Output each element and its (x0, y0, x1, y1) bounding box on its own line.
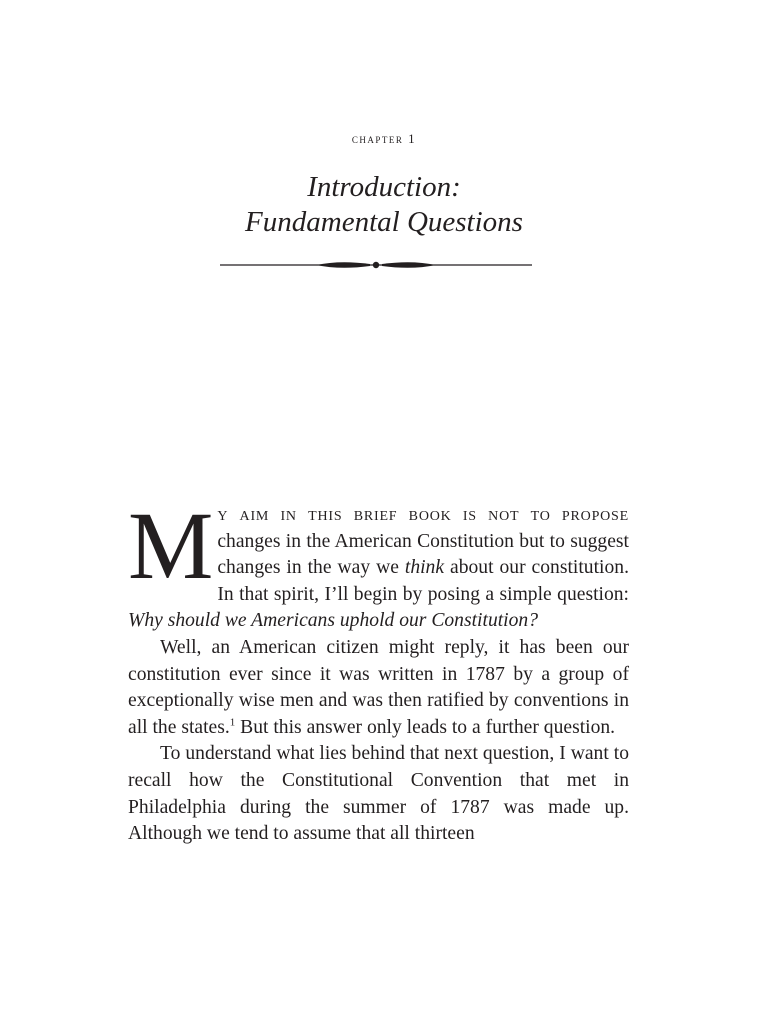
paragraph-2-text-b: But this answer only leads to a further question. (235, 716, 616, 738)
opening-small-caps: y aim in this brief book is not to propose (217, 504, 629, 525)
paragraph-2 (128, 635, 629, 741)
paragraph-3 (128, 741, 629, 847)
paragraph-2-text-a: Well, an American citizen might reply, it has been our constitution ever since it was written in 1787 by a group of exceptionally wise men and was then ratified by conventions in all the states. (128, 636, 629, 738)
emphasis-question: Why should we Americans uphold our Constitution? (128, 610, 539, 632)
paragraph-1-text-a: changes in the American Constitution but to suggest changes in the way we (217, 530, 629, 579)
body-text (128, 492, 629, 848)
drop-cap: M (128, 492, 214, 599)
paragraph-1 (128, 492, 629, 635)
chapter-label: chapter 1 (351, 131, 417, 146)
emphasis-think: think (404, 557, 445, 579)
chapter-title-line-1: Introduction: (307, 171, 461, 203)
paragraph-3-text: To understand what lies behind that next question, I want to recall how the Constitutional Convention that met in Philadelphia during the summer of 1787 was made up. Although we tend to assume that all thirteen (128, 743, 629, 845)
footnote-marker[interactable]: 1 (229, 716, 236, 729)
chapter-title-line-2: Fundamental Questions (245, 206, 523, 238)
chapter-title (0, 170, 768, 240)
ornament-divider (220, 257, 532, 273)
paragraph-1-text-b: about our constitution. In that spirit, I’ll begin by posing a simple question: (217, 557, 629, 605)
